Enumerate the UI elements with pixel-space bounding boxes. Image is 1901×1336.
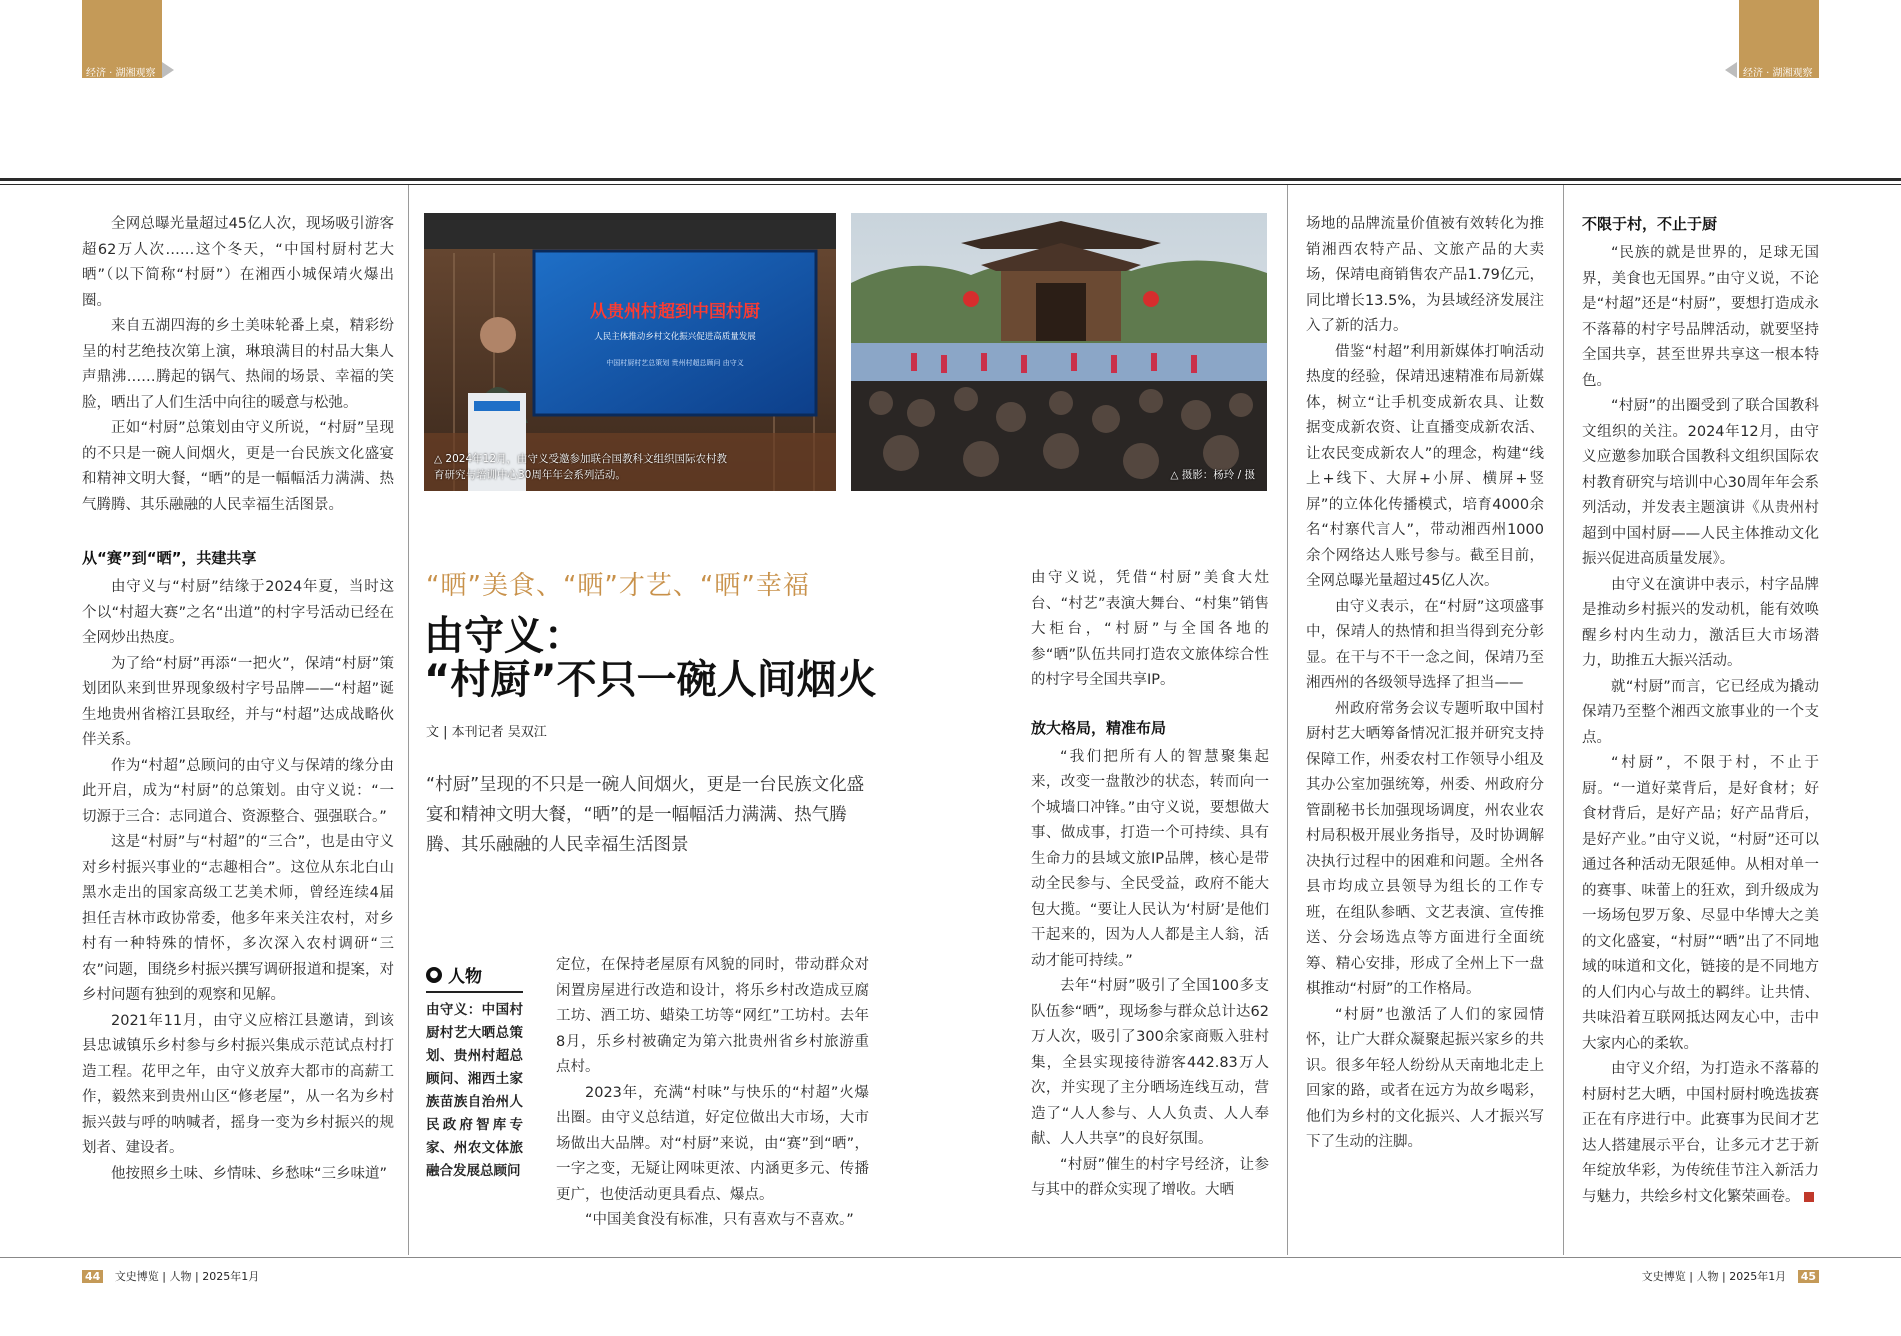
paragraph: 借鉴“村超”利用新媒体打响活动热度的经验，保靖迅速精准布局新媒体，树立“让手机变成新农具、让数据变成新农资、让直播变成新农活、让农民变成新农人”的理念，构建“线上+线下、大屏+小屏、横屏+竖屏”的立体化传播模式，培育4000余名“村寨代言人”，带动湘西州1000余个网络达人账号参与。截至目前，全网总曝光量超过45亿人次。 xyxy=(1306,343,1544,589)
paragraph: 2023年，充满“村味”与快乐的“村超”火爆出圈。由守义总结道，好定位做出大市场，大市场做出大品牌。对“村厨”来说，由“赛”到“晒”，一字之变，无疑让网味更浓、内涵更多元、传播更广，也使活动更具看点、爆点。 xyxy=(556,1084,869,1203)
text-column-5 xyxy=(1582,212,1819,1254)
paragraph: 来自五湖四海的乡土美味轮番上桌，精彩纷呈的村艺绝技次第上演，琳琅满目的村品大集人声鼎沸……腾起的锅气、热闹的场景、幸福的笑脸，晒出了人们生活中向往的暖意与松弛。 xyxy=(82,318,394,411)
screen-subtitle: 人民主体推动乡村文化振兴促进高质量发展 xyxy=(594,332,756,342)
top-rule-thin xyxy=(0,184,1901,185)
paragraph: “村厨”也激活了人们的家园情怀，让广大群众凝聚起振兴家乡的共识。很多年轻人纷纷从天南地北走上回家的路，或者在远方为故乡喝彩，他们为乡村的文化振兴、人才振兴写下了生动的注脚。 xyxy=(1306,1006,1544,1150)
paragraph: “我们把所有人的智慧聚集起来，改变一盘散沙的状态，转而向一个城墙口冲锋。”由守义说，要想做大事、做成事，打造一个可持续、具有生命力的县域文旅IP品牌，核心是带动全民参与、全民受益，政府不能大包大揽。“要让人民认为‘村厨’是他们干起来的，因为人人都是主人翁，活动才能可持续。” xyxy=(1031,748,1269,969)
corner-arrow-left-icon xyxy=(162,62,174,78)
page-number-left: 44 xyxy=(82,1270,103,1283)
paragraph: 作为“村超”总顾问的由守义与保靖的缘分由此开启，成为“村厨”的总策划。由守义说：“一切源于三合：志同道合、资源整合、强强联合。” xyxy=(82,757,394,825)
photo-caption-left: △ 2024年12月，由守义受邀参加联合国教科文组织国际农村教育研究与培训中心30周年年会系列活动。 xyxy=(434,453,727,481)
article-byline: 文 | 本刊记者 吴双江 xyxy=(426,725,547,740)
text-column-4 xyxy=(1306,212,1544,1254)
footer-text-right: 文史博览 | 人物 | 2025年1月 xyxy=(1641,1270,1787,1283)
paragraph: 由守义与“村厨”结缘于2024年夏，当时这个以“村超大赛”之名“出道”的村字号活动已经在全网炒出热度。 xyxy=(82,579,394,646)
sidebar-header xyxy=(426,962,523,993)
screen-title: 从贵州村超到中国村厨 xyxy=(590,302,760,322)
paragraph: “村厨”，不限于村，不止于厨。“一道好菜背后，是好食材；好食材背后，是好产品；好产品背后，是好产业。”由守义说，“村厨”还可以通过各种活动无限延伸。从相对单一的赛事、味蕾上的狂欢，到升级成为一场场包罗万象、尽显中华博大之美的文化盛宴，“村厨”“晒”出了不同地域的味道和文化，链接的是不同地方的人们内心与故土的羁绊。让共情、共味沿着互联网抵达网友心中，击中大家内心的柔软。 xyxy=(1582,755,1819,1052)
paragraph: 州政府常务会议专题听取中国村厨村艺大晒筹备情况汇报并研究支持保障工作，州委农村工作领导小组及其办公室加强统筹，州委、州政府分管副秘书长加强现场调度，州农业农村局积极开展业务指导，及时协调解决执行过程中的困难和问题。全州各县市均成立县领导为组长的工作专班，在组队参晒、文艺表演、宣传推送、分会场选点等方面进行全面统筹、精心安排，形成了全州上下一盘棋推动“村厨”的工作格局。 xyxy=(1306,700,1544,997)
text-column-2 xyxy=(556,953,869,1253)
section-heading: 不限于村，不止于厨 xyxy=(1582,215,1718,233)
paragraph: 场地的品牌流量价值被有效转化为推销湘西农特产品、文旅产品的大卖场，保靖电商销售农产品1.79亿元，同比增长13.5%，为县域经济发展注入了新的活力。 xyxy=(1306,216,1544,334)
column-divider-2 xyxy=(1287,185,1288,1255)
section-label-right: 经济 · 湖湘观察 xyxy=(1743,68,1813,79)
paragraph: “村厨”的出圈受到了联合国教科文组织的关注。2024年12月，由守义应邀参加联合国教科文组织国际农村教育研究与培训中心30周年年会系列活动，并发表主题演讲《从贵州村超到中国村厨——人民主体推动文化振兴促进高质量发展》。 xyxy=(1582,398,1819,567)
section-heading: 从“赛”到“晒”，共建共享 xyxy=(82,549,257,567)
section-heading: 放大格局，精准布局 xyxy=(1031,718,1167,737)
paragraph: 就“村厨”而言，它已经成为撬动保靖乃至整个湘西文旅事业的一个支点。 xyxy=(1582,678,1819,746)
paragraph: 定位，在保持老屋原有风貌的同时，带动群众对闲置房屋进行改造和设计，将乐乡村改造成豆腐工坊、酒工坊、蜡染工坊等“网红”工坊村。去年8月，乐乡村被确定为第六批贵州省乡村旅游重点村。 xyxy=(556,957,869,1075)
paragraph: 全网总曝光量超过45亿人次，现场吸引游客超62万人次……这个冬天，“中国村厨村艺大晒”（以下简称“村厨”）在湘西小城保靖火爆出圈。 xyxy=(82,216,394,309)
paragraph: 正如“村厨”总策划由守义所说，“村厨”呈现的不只是一碗人间烟火，更是一台民族文化盛宴和精神文明大餐，“晒”的是一幅幅活力满满、热气腾腾、其乐融融的人民幸福生活图景。 xyxy=(82,420,394,513)
article-kicker: “晒”美食、“晒”才艺、“晒”幸福 xyxy=(426,571,810,601)
paragraph: 为了给“村厨”再添“一把火”，保靖“村厨”策划团队来到世界现象级村字号品牌——“村超”诞生地贵州省榕江县取经，并与“村超”达成战略伙伴关系。 xyxy=(82,655,394,748)
article-headline-line1: 由守义： xyxy=(424,613,584,659)
paragraph: 2021年11月，由守义应榕江县邀请，到该县忠诚镇乐乡村参与乡村振兴集成示范试点村打造工程。花甲之年，由守义放弃大都市的高薪工作，毅然来到贵州山区“修老屋”，从一名为乡村振兴鼓与呼的呐喊者，摇身一变为乡村振兴的规划者、建设者。 xyxy=(82,1012,394,1156)
photo-festival-image xyxy=(851,213,1267,491)
photo-festival xyxy=(851,213,1267,491)
corner-arrow-right-icon xyxy=(1725,62,1737,78)
sidebar-title: 人物 xyxy=(448,967,482,987)
paragraph: 这是“村厨”与“村超”的“三合”，也是由守义对乡村振兴事业的“志趣相合”。这位从东北白山黑水走出的国家高级工艺美术师，曾经连续4届担任吉林市政协常委，他多年来关注农村，对乡村有一种特殊的情怀，多次深入农村调研“三农”问题，围绕乡村振兴撰写调研报道和提案，对乡村问题有独到的观察和见解。 xyxy=(82,834,394,1003)
section-label-left: 经济 · 湖湘观察 xyxy=(86,68,156,79)
column-divider-1 xyxy=(408,185,409,1255)
person-icon: ● xyxy=(426,967,442,983)
paragraph: 他按照乡土味、乡情味、乡愁味“三乡味道” xyxy=(111,1165,388,1182)
top-rule-thick xyxy=(0,178,1901,181)
photo-speech-image xyxy=(424,213,836,491)
text-column-1 xyxy=(82,212,394,1252)
paragraph: 由守义在演讲中表示，村字品牌是推动乡村振兴的发动机，能有效唤醒乡村内生动力，激活巨大市场潜力，助推五大振兴活动。 xyxy=(1582,576,1819,669)
page-number-right: 45 xyxy=(1798,1270,1819,1283)
photo-caption-right: △ 摄影：杨玲 / 摄 xyxy=(1170,469,1255,481)
footer-text-left: 文史博览 | 人物 | 2025年1月 xyxy=(114,1270,260,1283)
end-mark-icon xyxy=(1804,1192,1814,1202)
text-column-3 xyxy=(1031,566,1269,1256)
paragraph: 去年“村厨”吸引了全国100多支队伍参“晒”，现场参与群众总计达62万人次，吸引了300余家商贩入驻村集，全县实现接待游客442.83万人次，并实现了主分晒场连线互动，营造了“人人参与、人人负责、人人奉献、人人共享”的良好氛围。 xyxy=(1031,978,1269,1147)
article-lead: “村厨”呈现的不只是一碗人间烟火，更是一台民族文化盛宴和精神文明大餐，“晒”的是一幅幅活力满满、热气腾腾、其乐融融的人民幸福生活图景 xyxy=(426,775,865,855)
paragraph: “民族的就是世界的，足球无国界，美食也无国界。”由守义说，不论是“村超”还是“村厨”，要想打造成永不落幕的村字号品牌活动，就要坚持全国共享，甚至世界共享这一根本特色。 xyxy=(1582,245,1819,389)
paragraph: “中国美食没有标准，只有喜欢与不喜欢。” xyxy=(585,1212,854,1228)
sidebar-text: 由守义：中国村厨村艺大晒总策划、贵州村超总顾问、湘西土家族苗族自治州人民政府智库专家、州农文体旅融合发展总顾问 xyxy=(426,1002,523,1179)
paragraph: “村厨”催生的村字号经济，让参与其中的群众实现了增收。大晒 xyxy=(1031,1156,1269,1198)
screen-footer: 中国村厨村艺总策划 贵州村超总顾问 由守义 xyxy=(606,359,744,367)
bottom-rule xyxy=(0,1257,1901,1258)
column-divider-3 xyxy=(1563,185,1564,1255)
paragraph: 由守义说，凭借“村厨”美食大灶台、“村艺”表演大舞台、“村集”销售大柜台，“村厨”与全国各地的参“晒”队伍共同打造农文旅体综合性的村字号全国共享IP。 xyxy=(1031,570,1269,688)
article-headline-line2: “村厨”不只一碗人间烟火 xyxy=(424,657,877,703)
footer-right xyxy=(1642,1268,1819,1284)
footer-left xyxy=(82,1268,259,1284)
person-sidebar xyxy=(426,962,523,1183)
photo-speech xyxy=(424,213,836,491)
paragraph-text: 由守义介绍，为打造永不落幕的村厨村艺大晒，中国村厨村晚选拔赛正在有序进行中。此赛事为民间才艺达人搭建展示平台，让多元才艺于新年绽放华彩，为传统佳节注入新活力与魅力，共绘乡村文化繁荣画卷。 xyxy=(1582,1061,1819,1205)
paragraph: 由守义表示，在“村厨”这项盛事中，保靖人的热情和担当得到充分彰显。在干与不干一念之间，保靖乃至湘西州的各级领导选择了担当—— xyxy=(1306,598,1544,691)
paragraph xyxy=(1582,1057,1819,1210)
